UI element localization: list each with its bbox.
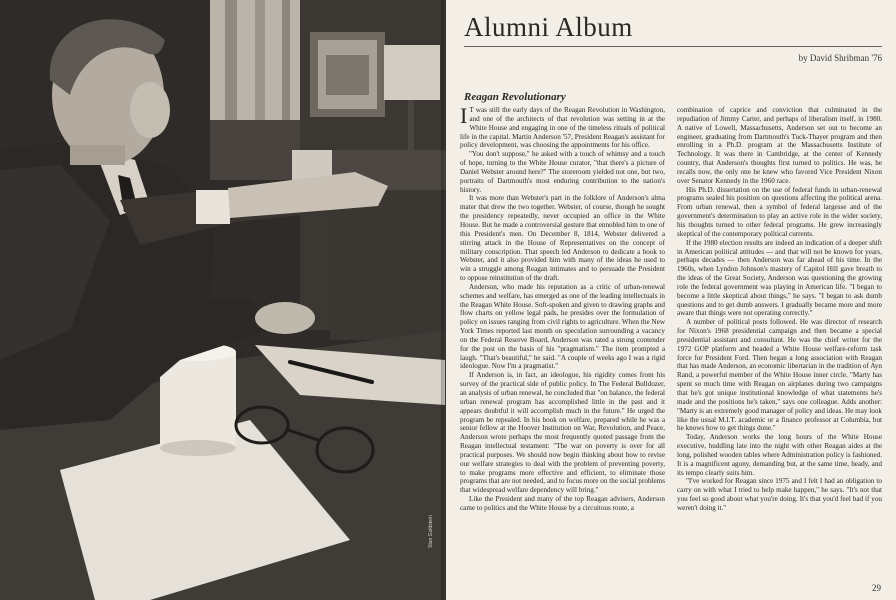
article-paragraph: If the 1980 election results are indeed an indication of a deeper shift in American political attitudes — and that will not be known for years, perhaps decades — then Anderson was far ahead of his time. In the 1960s, when Lyndon Johnson's mastery of Capitol Hill gave breath to the ideas of the Great Society, Anderson was questioning the growing role the federal government was playing in American life. "I began to become a little skeptical about things," he says. "I began to ask dumb questions and to get dumb answers. I gradually became more and more aware that things were not operating correctly."	[677, 238, 882, 318]
photo-illustration	[0, 0, 446, 600]
article-paragraph: Anderson, who made his reputation as a critic of urban-renewal schemes and welfare, has emerged as one of the leading intellectuals in the Reagan White House. Soft-spoken and given to drawing graphs and flow charts on yellow legal pads, he presides over the formulation of policy on issues ranging from civil rights to agriculture. When the New York Times reported last month on speculation surrounding a vacancy on the Federal Reserve Board, Anderson was rated a strong contender for the post on the basis of his "pragmatism." The item prompted a laugh. "That's beautiful," he said. "A couple of weeks ago I was a rigid ideologue. Now I'm a pragmatist."	[460, 282, 665, 371]
article-column-left	[460, 106, 665, 586]
article-paragraph: I T was still the early days of the Reagan Revolution in Washington, and one of the architects of that revolution was setting in at the White House and engaging in one of the timeless rituals of political life in the capital. Martin Anderson '57, President Reagan's assistant for policy development, was choosing the appointments for his office.	[460, 106, 665, 150]
article-paragraph: "I've worked for Reagan since 1975 and I felt I had an obligation to carry on with what I tried to help make happen," he says. "It's not that you feel so good about what you're doing. It's that you'd feel bad if you weren't doing it."	[677, 477, 882, 512]
section-title: Alumni Album	[464, 12, 633, 42]
photo-credit: Stan Goldstein	[428, 515, 434, 548]
byline: by David Shribman '76	[798, 53, 882, 63]
article-headline: Reagan Revolutionary	[464, 91, 566, 103]
article-paragraph: combination of caprice and conviction that culminated in the repudiation of Jimmy Carter, and perhaps of liberalism itself, in 1980. A native of Lowell, Massachusetts, Anderson set out to become an engineer, graduating from Dartmouth's Tuck-Thayer program and then enrolling in a Ph.D. program at the Massachusetts Institute of Technology. It was there in Cambridge, at the center of Kennedy country, that Anderson's thoughts first turned to politics. He was, he recalls now, the only one he knew who favored Vice President Nixon over Senator Kennedy in the 1960 race.	[677, 106, 882, 185]
article-photograph	[0, 0, 446, 600]
article-paragraph: It was more than Webster's part in the folklore of Anderson's alma mater that drew the two together. Webster, of course, though he sought the presidency repeatedly, never occupied an office in the White House. But he made a controversial gesture that ennobled him to one of this President's men. On December 8, 1814, Webster delivered a stirring attack in the House of Representatives on the concept of military conscription. That speech led Anderson to dedicate a book to Webster, and it also provided him with many of the ideas he used to win a struggle among Reagan intimates and to persuade the President to oppose reinstitution of the draft.	[460, 194, 665, 283]
article-page	[446, 0, 896, 600]
article-paragraph: If Anderson is, in fact, an ideologue, his rigidity comes from his survey of the practical side of public policy. In The Federal Bulldozer, an analysis of urban renewal, he concluded that "on balance, the federal urban renewal program has accomplished little in the past and it appears doubtful it will accomplish much in the future." He urged the program be repealed. In his book on welfare, prepared while he was a senior fellow at the Hoover Institution on War, Revolution, and Peace, Anderson wrote perhaps the most frequently quoted passage from the Reagan intellectual testament: "The war on poverty is over for all practical purposes. We should now begin thinking about how to revise our welfare strategies to deal with the problem of preventing poverty, to make programs more effective and efficient, to eliminate those programs that are not needed, and to focus more on the social problems that widespread welfare dependency will bring."	[460, 371, 665, 495]
article-paragraph: Like the President and many of the top Reagan advisers, Anderson came to politics and the White House by a circuitous route, a	[460, 495, 665, 512]
article-paragraph: "You don't suppose," he asked with a touch of whimsy and a touch of hope, turning to the White House curator, "that there's a picture of Daniel Webster around here?" The storeroom yielded not one, but two, portraits of Dartmouth's most enduring contribution to the nation's history.	[460, 150, 665, 194]
page-number: 29	[872, 583, 881, 593]
article-column-right	[677, 106, 882, 584]
article-paragraph: A number of political posts followed. He was director of research for Nixon's 1968 presidential campaign and then became a special presidential assistant and consultant. He was the chief writer for the 1972 GOP platform and headed a White House welfare-reform task force for President Ford. Then began a long association with Reagan that has made Anderson, an economic libertarian in the tradition of Ayn Rand, a powerful member of the White House inner circle. "Marty has spent so much time with Reagan on airplanes during two campaigns that he's got unique institutional knowledge of what statements he's made and the positions he's taken," says one colleague. Adds another: "Marty is an extremely good manager of policy and ideas. He may look like the usual M.I.T. academic or a finance professor at Columbia, but he knows how to get things done."	[677, 318, 882, 433]
article-paragraph: Today, Anderson works the long hours of the White House executive, huddling late into the night with other Reagan aides at the long, polished wooden tables where Administration policy is fashioned. It is a magnificent agony, demanding but, at the same time, heady, and its tempo clearly suits him.	[677, 433, 882, 477]
title-rule	[464, 46, 882, 47]
article-paragraph: His Ph.D. dissertation on the use of federal funds in urban-renewal programs sealed his position on questions affecting the political arena. From urban renewal, then a symbol of federal largesse and of the government's determination to play an active role in the wider society, his thoughts turned to other federal programs. He grew increasingly skeptical of the contemporary political currents.	[677, 185, 882, 238]
drop-cap: I	[460, 106, 468, 128]
